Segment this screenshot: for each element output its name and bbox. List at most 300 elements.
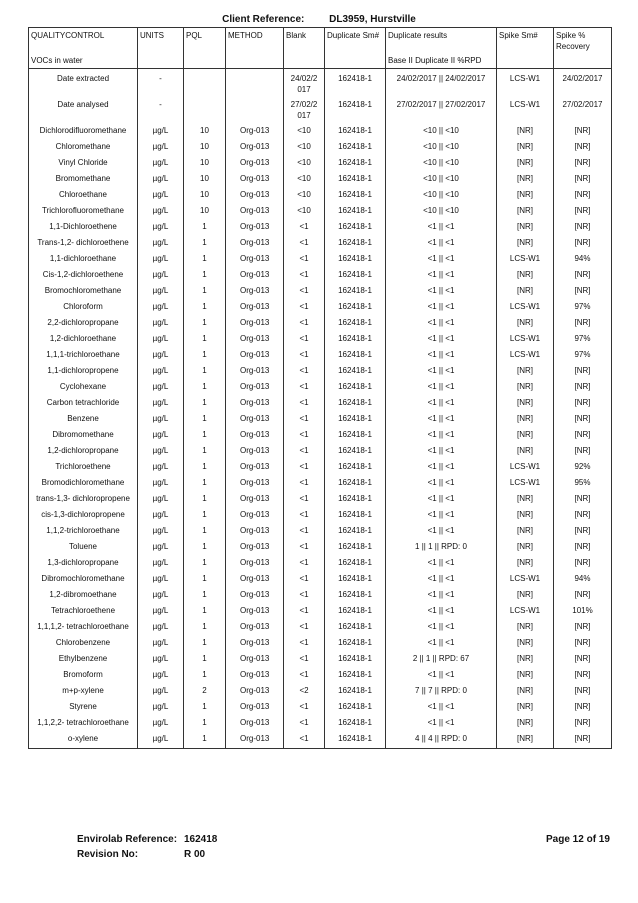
cell-duplicate-sm: 162418-1 xyxy=(325,361,386,377)
cell-units: µg/L xyxy=(138,137,184,153)
cell-method: Org-013 xyxy=(226,537,284,553)
cell-spike-recovery: 92% xyxy=(554,457,612,473)
cell-spike-sm: [NR] xyxy=(497,553,554,569)
cell-duplicate-sm: 162418-1 xyxy=(325,409,386,425)
cell-analyte: m+p-xylene xyxy=(29,681,138,697)
cell-pql: 1 xyxy=(184,265,226,281)
cell-duplicate-results: <1 || <1 xyxy=(386,713,497,729)
cell-spike-sm: [NR] xyxy=(497,521,554,537)
cell-pql: 10 xyxy=(184,153,226,169)
cell-spike-sm: LCS-W1 xyxy=(497,95,554,121)
cell-method: Org-013 xyxy=(226,601,284,617)
cell-analyte: Carbon tetrachloride xyxy=(29,393,138,409)
table-header-row xyxy=(29,28,612,56)
cell-analyte: Chlorobenzene xyxy=(29,633,138,649)
cell-blank: <1 xyxy=(284,601,325,617)
cell-method: Org-013 xyxy=(226,185,284,201)
cell-method: Org-013 xyxy=(226,521,284,537)
cell-blank: <1 xyxy=(284,265,325,281)
header-units: UNITS xyxy=(138,28,184,56)
cell-method: Org-013 xyxy=(226,697,284,713)
cell-method: Org-013 xyxy=(226,265,284,281)
cell-analyte: Chloromethane xyxy=(29,137,138,153)
cell-spike-sm: [NR] xyxy=(497,729,554,749)
cell-analyte: Toluene xyxy=(29,537,138,553)
cell-pql xyxy=(184,69,226,96)
cell-pql: 1 xyxy=(184,713,226,729)
table-row xyxy=(29,95,612,121)
cell-duplicate-results: <1 || <1 xyxy=(386,521,497,537)
cell-duplicate-results: <10 || <10 xyxy=(386,201,497,217)
cell-pql: 10 xyxy=(184,169,226,185)
cell-blank: <1 xyxy=(284,553,325,569)
cell-spike-sm: [NR] xyxy=(497,441,554,457)
cell-spike-recovery: [NR] xyxy=(554,265,612,281)
cell-blank: <1 xyxy=(284,697,325,713)
cell-units: µg/L xyxy=(138,153,184,169)
cell-blank: <1 xyxy=(284,345,325,361)
cell-analyte: 1,1-Dichloroethene xyxy=(29,217,138,233)
cell-method: Org-013 xyxy=(226,313,284,329)
table-row xyxy=(29,249,612,265)
table-row xyxy=(29,185,612,201)
cell-duplicate-sm: 162418-1 xyxy=(325,249,386,265)
header-method: METHOD xyxy=(226,28,284,56)
cell-duplicate-results: <1 || <1 xyxy=(386,601,497,617)
cell-spike-sm: [NR] xyxy=(497,361,554,377)
cell-blank: <1 xyxy=(284,393,325,409)
cell-analyte: trans-1,3- dichloropropene xyxy=(29,489,138,505)
cell-units: µg/L xyxy=(138,489,184,505)
table-row xyxy=(29,425,612,441)
cell-units: µg/L xyxy=(138,441,184,457)
cell-duplicate-sm: 162418-1 xyxy=(325,729,386,749)
cell-blank: <1 xyxy=(284,249,325,265)
table-row xyxy=(29,409,612,425)
cell-spike-sm: [NR] xyxy=(497,489,554,505)
cell-pql: 1 xyxy=(184,489,226,505)
cell-pql: 1 xyxy=(184,249,226,265)
cell-blank: <1 xyxy=(284,617,325,633)
table-row xyxy=(29,729,612,749)
cell-pql: 10 xyxy=(184,201,226,217)
cell-duplicate-results: <1 || <1 xyxy=(386,585,497,601)
cell-analyte: Chloroform xyxy=(29,297,138,313)
cell-units: µg/L xyxy=(138,201,184,217)
cell-spike-recovery: [NR] xyxy=(554,153,612,169)
cell-spike-recovery: 27/02/2017 xyxy=(554,95,612,121)
table-row xyxy=(29,201,612,217)
cell-spike-recovery: [NR] xyxy=(554,537,612,553)
cell-spike-recovery: 101% xyxy=(554,601,612,617)
cell-method: Org-013 xyxy=(226,553,284,569)
cell-analyte: Styrene xyxy=(29,697,138,713)
cell-duplicate-results: <1 || <1 xyxy=(386,425,497,441)
cell-units: µg/L xyxy=(138,345,184,361)
table-row xyxy=(29,137,612,153)
cell-spike-recovery: [NR] xyxy=(554,505,612,521)
cell-duplicate-sm: 162418-1 xyxy=(325,393,386,409)
cell-analyte: Dichlorodifluoromethane xyxy=(29,121,138,137)
cell-analyte: 1,3-dichloropropane xyxy=(29,553,138,569)
header-section: VOCs in water xyxy=(29,55,138,69)
cell-units: µg/L xyxy=(138,169,184,185)
cell-units: µg/L xyxy=(138,537,184,553)
cell-spike-sm: LCS-W1 xyxy=(497,473,554,489)
table-row xyxy=(29,537,612,553)
cell-pql: 1 xyxy=(184,473,226,489)
cell-duplicate-results: <1 || <1 xyxy=(386,553,497,569)
cell-analyte: Date analysed xyxy=(29,95,138,121)
cell-spike-sm: [NR] xyxy=(497,681,554,697)
cell-pql: 1 xyxy=(184,217,226,233)
table-row xyxy=(29,457,612,473)
table-row xyxy=(29,329,612,345)
table-row xyxy=(29,69,612,96)
cell-analyte: Trans-1,2- dichloroethene xyxy=(29,233,138,249)
cell-duplicate-results: <10 || <10 xyxy=(386,153,497,169)
cell-pql xyxy=(184,95,226,121)
cell-blank: <1 xyxy=(284,665,325,681)
cell-duplicate-sm: 162418-1 xyxy=(325,649,386,665)
cell-spike-recovery: [NR] xyxy=(554,201,612,217)
cell-method: Org-013 xyxy=(226,121,284,137)
cell-spike-sm: [NR] xyxy=(497,697,554,713)
cell-pql: 1 xyxy=(184,233,226,249)
cell-pql: 1 xyxy=(184,569,226,585)
cell-analyte: Chloroethane xyxy=(29,185,138,201)
cell-method: Org-013 xyxy=(226,633,284,649)
cell-duplicate-sm: 162418-1 xyxy=(325,265,386,281)
cell-duplicate-results: <1 || <1 xyxy=(386,249,497,265)
cell-spike-sm: [NR] xyxy=(497,153,554,169)
cell-method: Org-013 xyxy=(226,473,284,489)
cell-pql: 1 xyxy=(184,585,226,601)
cell-duplicate-results: <1 || <1 xyxy=(386,217,497,233)
table-row xyxy=(29,361,612,377)
cell-duplicate-sm: 162418-1 xyxy=(325,169,386,185)
cell-spike-recovery: [NR] xyxy=(554,217,612,233)
cell-duplicate-results: 27/02/2017 || 27/02/2017 xyxy=(386,95,497,121)
table-row xyxy=(29,281,612,297)
cell-blank: <1 xyxy=(284,441,325,457)
cell-duplicate-sm: 162418-1 xyxy=(325,713,386,729)
cell-units: µg/L xyxy=(138,329,184,345)
cell-units: µg/L xyxy=(138,681,184,697)
cell-analyte: Trichloroethene xyxy=(29,457,138,473)
cell-duplicate-sm: 162418-1 xyxy=(325,201,386,217)
cell-pql: 1 xyxy=(184,601,226,617)
table-row xyxy=(29,393,612,409)
cell-blank: <10 xyxy=(284,201,325,217)
cell-spike-recovery: [NR] xyxy=(554,233,612,249)
cell-duplicate-results: <1 || <1 xyxy=(386,377,497,393)
cell-method: Org-013 xyxy=(226,713,284,729)
cell-spike-sm: [NR] xyxy=(497,649,554,665)
cell-duplicate-sm: 162418-1 xyxy=(325,553,386,569)
cell-duplicate-results: <1 || <1 xyxy=(386,297,497,313)
cell-duplicate-results: <1 || <1 xyxy=(386,633,497,649)
cell-duplicate-results: <10 || <10 xyxy=(386,137,497,153)
cell-method: Org-013 xyxy=(226,569,284,585)
cell-duplicate-sm: 162418-1 xyxy=(325,441,386,457)
cell-blank: <10 xyxy=(284,153,325,169)
cell-spike-recovery: [NR] xyxy=(554,377,612,393)
cell-blank: <1 xyxy=(284,521,325,537)
cell-duplicate-results: <10 || <10 xyxy=(386,169,497,185)
cell-duplicate-sm: 162418-1 xyxy=(325,633,386,649)
cell-spike-recovery: 97% xyxy=(554,297,612,313)
cell-duplicate-sm: 162418-1 xyxy=(325,345,386,361)
cell-pql: 10 xyxy=(184,137,226,153)
cell-spike-recovery: 97% xyxy=(554,345,612,361)
cell-spike-recovery: [NR] xyxy=(554,441,612,457)
cell-units: µg/L xyxy=(138,585,184,601)
cell-spike-sm: [NR] xyxy=(497,409,554,425)
table-row xyxy=(29,377,612,393)
cell-analyte: Bromochloromethane xyxy=(29,281,138,297)
cell-spike-recovery: [NR] xyxy=(554,121,612,137)
cell-blank: <10 xyxy=(284,121,325,137)
cell-analyte: Dibromochloromethane xyxy=(29,569,138,585)
cell-pql: 1 xyxy=(184,521,226,537)
cell-spike-sm: [NR] xyxy=(497,281,554,297)
table-row xyxy=(29,489,612,505)
cell-duplicate-results: <1 || <1 xyxy=(386,313,497,329)
cell-analyte: Trichlorofluoromethane xyxy=(29,201,138,217)
cell-duplicate-sm: 162418-1 xyxy=(325,537,386,553)
cell-spike-recovery: 94% xyxy=(554,249,612,265)
cell-spike-recovery: [NR] xyxy=(554,585,612,601)
cell-duplicate-sm: 162418-1 xyxy=(325,153,386,169)
client-reference-label: Client Reference: xyxy=(222,14,305,25)
cell-blank: <1 xyxy=(284,409,325,425)
cell-spike-recovery: [NR] xyxy=(554,521,612,537)
revision-value: R 00 xyxy=(184,849,206,860)
cell-duplicate-results: <1 || <1 xyxy=(386,569,497,585)
cell-method: Org-013 xyxy=(226,217,284,233)
cell-units: µg/L xyxy=(138,393,184,409)
cell-units: µg/L xyxy=(138,649,184,665)
cell-pql: 1 xyxy=(184,537,226,553)
cell-blank: <1 xyxy=(284,713,325,729)
cell-blank: <1 xyxy=(284,457,325,473)
cell-analyte: Ethylbenzene xyxy=(29,649,138,665)
cell-method: Org-013 xyxy=(226,729,284,749)
cell-spike-recovery: 24/02/2017 xyxy=(554,69,612,96)
table-row xyxy=(29,665,612,681)
cell-units: µg/L xyxy=(138,121,184,137)
client-reference-value: DL3959, Hurstville xyxy=(329,14,416,25)
cell-duplicate-results: 24/02/2017 || 24/02/2017 xyxy=(386,69,497,96)
cell-blank: <1 xyxy=(284,729,325,749)
table-row xyxy=(29,697,612,713)
header-blank: Blank xyxy=(284,28,325,56)
cell-spike-recovery: [NR] xyxy=(554,409,612,425)
cell-spike-sm: LCS-W1 xyxy=(497,569,554,585)
cell-spike-sm: [NR] xyxy=(497,233,554,249)
cell-method: Org-013 xyxy=(226,457,284,473)
cell-spike-recovery: [NR] xyxy=(554,281,612,297)
cell-spike-recovery: [NR] xyxy=(554,169,612,185)
cell-pql: 1 xyxy=(184,345,226,361)
cell-duplicate-sm: 162418-1 xyxy=(325,297,386,313)
table-row xyxy=(29,153,612,169)
table-row xyxy=(29,681,612,697)
table-row xyxy=(29,217,612,233)
cell-units: µg/L xyxy=(138,297,184,313)
cell-units: µg/L xyxy=(138,553,184,569)
envirolab-reference-value: 162418 xyxy=(184,834,218,845)
cell-duplicate-sm: 162418-1 xyxy=(325,121,386,137)
cell-blank: <1 xyxy=(284,329,325,345)
cell-units: µg/L xyxy=(138,265,184,281)
cell-analyte: Tetrachloroethene xyxy=(29,601,138,617)
cell-analyte: 1,2-dichloroethane xyxy=(29,329,138,345)
table-row xyxy=(29,265,612,281)
cell-duplicate-sm: 162418-1 xyxy=(325,69,386,96)
cell-pql: 1 xyxy=(184,649,226,665)
table-row xyxy=(29,585,612,601)
cell-blank: <1 xyxy=(284,585,325,601)
cell-analyte: Vinyl Chloride xyxy=(29,153,138,169)
table-row xyxy=(29,713,612,729)
cell-blank: <1 xyxy=(284,233,325,249)
cell-blank: <1 xyxy=(284,633,325,649)
cell-blank: <10 xyxy=(284,169,325,185)
cell-analyte: Bromomethane xyxy=(29,169,138,185)
cell-spike-recovery: [NR] xyxy=(554,185,612,201)
cell-method: Org-013 xyxy=(226,617,284,633)
cell-duplicate-sm: 162418-1 xyxy=(325,217,386,233)
cell-pql: 1 xyxy=(184,697,226,713)
cell-pql: 1 xyxy=(184,505,226,521)
cell-spike-sm: [NR] xyxy=(497,585,554,601)
cell-method: Org-013 xyxy=(226,649,284,665)
cell-spike-sm: LCS-W1 xyxy=(497,457,554,473)
cell-units: µg/L xyxy=(138,569,184,585)
cell-units: µg/L xyxy=(138,249,184,265)
cell-analyte: Date extracted xyxy=(29,69,138,96)
cell-duplicate-results: <1 || <1 xyxy=(386,265,497,281)
cell-units: µg/L xyxy=(138,505,184,521)
cell-analyte: 1,2-dichloropropane xyxy=(29,441,138,457)
cell-method: Org-013 xyxy=(226,505,284,521)
table-row xyxy=(29,505,612,521)
cell-analyte: 1,1-dichloroethane xyxy=(29,249,138,265)
cell-method: Org-013 xyxy=(226,201,284,217)
cell-pql: 1 xyxy=(184,729,226,749)
cell-method xyxy=(226,69,284,96)
header-quality-control: QUALITYCONTROL xyxy=(29,28,138,56)
cell-method: Org-013 xyxy=(226,393,284,409)
table-row xyxy=(29,473,612,489)
cell-method: Org-013 xyxy=(226,297,284,313)
header-pql: PQL xyxy=(184,28,226,56)
cell-spike-recovery: [NR] xyxy=(554,729,612,749)
cell-duplicate-sm: 162418-1 xyxy=(325,617,386,633)
cell-method: Org-013 xyxy=(226,585,284,601)
cell-spike-sm: [NR] xyxy=(497,265,554,281)
cell-method: Org-013 xyxy=(226,361,284,377)
cell-spike-sm: [NR] xyxy=(497,185,554,201)
cell-pql: 1 xyxy=(184,665,226,681)
cell-blank: <1 xyxy=(284,649,325,665)
cell-analyte: cis-1,3-dichloropropene xyxy=(29,505,138,521)
cell-duplicate-results: <1 || <1 xyxy=(386,473,497,489)
cell-spike-recovery: [NR] xyxy=(554,489,612,505)
cell-spike-sm: [NR] xyxy=(497,169,554,185)
cell-analyte: Bromodichloromethane xyxy=(29,473,138,489)
table-row xyxy=(29,649,612,665)
table-row xyxy=(29,617,612,633)
cell-blank: <1 xyxy=(284,425,325,441)
table-row xyxy=(29,121,612,137)
cell-analyte: 1,1,2-trichloroethane xyxy=(29,521,138,537)
cell-method: Org-013 xyxy=(226,137,284,153)
cell-units: µg/L xyxy=(138,729,184,749)
cell-units: µg/L xyxy=(138,313,184,329)
page-number: Page 12 of 19 xyxy=(546,834,610,845)
table-row xyxy=(29,553,612,569)
cell-duplicate-sm: 162418-1 xyxy=(325,665,386,681)
cell-analyte: Dibromomethane xyxy=(29,425,138,441)
cell-method: Org-013 xyxy=(226,249,284,265)
cell-units: µg/L xyxy=(138,377,184,393)
cell-units: µg/L xyxy=(138,217,184,233)
cell-duplicate-sm: 162418-1 xyxy=(325,313,386,329)
cell-duplicate-sm: 162418-1 xyxy=(325,585,386,601)
cell-duplicate-sm: 162418-1 xyxy=(325,137,386,153)
cell-blank: 27/02/2 017 xyxy=(284,95,325,121)
cell-duplicate-results: <1 || <1 xyxy=(386,329,497,345)
cell-spike-sm: [NR] xyxy=(497,121,554,137)
cell-units: µg/L xyxy=(138,409,184,425)
cell-method: Org-013 xyxy=(226,329,284,345)
cell-spike-sm: LCS-W1 xyxy=(497,69,554,96)
cell-units: - xyxy=(138,95,184,121)
cell-spike-sm: LCS-W1 xyxy=(497,249,554,265)
cell-blank: <1 xyxy=(284,297,325,313)
cell-spike-sm: LCS-W1 xyxy=(497,601,554,617)
cell-duplicate-results: <1 || <1 xyxy=(386,233,497,249)
cell-duplicate-results: 1 || 1 || RPD: 0 xyxy=(386,537,497,553)
cell-duplicate-sm: 162418-1 xyxy=(325,377,386,393)
cell-pql: 1 xyxy=(184,281,226,297)
cell-method: Org-013 xyxy=(226,489,284,505)
cell-blank: <10 xyxy=(284,185,325,201)
cell-blank: <1 xyxy=(284,313,325,329)
cell-method: Org-013 xyxy=(226,665,284,681)
cell-duplicate-sm: 162418-1 xyxy=(325,681,386,697)
cell-units: µg/L xyxy=(138,185,184,201)
cell-units: µg/L xyxy=(138,617,184,633)
cell-duplicate-results: <10 || <10 xyxy=(386,185,497,201)
cell-duplicate-results: <1 || <1 xyxy=(386,697,497,713)
cell-analyte: Benzene xyxy=(29,409,138,425)
cell-duplicate-results: <1 || <1 xyxy=(386,617,497,633)
cell-duplicate-results: 2 || 1 || RPD: 67 xyxy=(386,649,497,665)
cell-spike-recovery: [NR] xyxy=(554,361,612,377)
cell-spike-sm: [NR] xyxy=(497,713,554,729)
cell-blank: <1 xyxy=(284,489,325,505)
cell-spike-recovery: [NR] xyxy=(554,313,612,329)
cell-blank: <1 xyxy=(284,377,325,393)
cell-blank: <1 xyxy=(284,473,325,489)
table-row xyxy=(29,297,612,313)
cell-duplicate-sm: 162418-1 xyxy=(325,281,386,297)
cell-spike-recovery: [NR] xyxy=(554,393,612,409)
